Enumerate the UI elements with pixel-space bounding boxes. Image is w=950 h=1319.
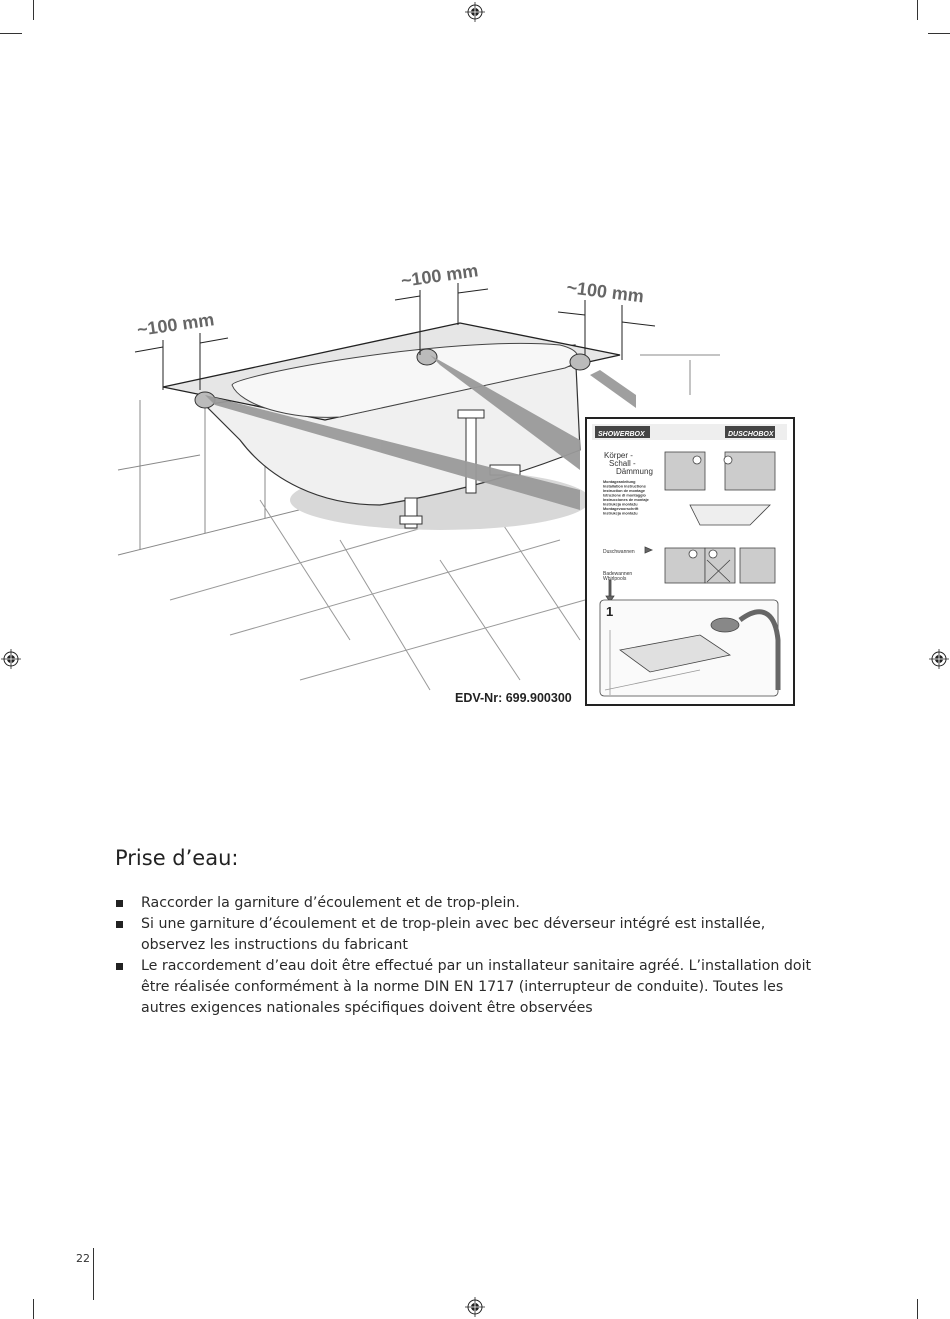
crop-mark-bottom-right-v	[917, 1299, 918, 1319]
edv-number: EDV-Nr: 699.900300	[455, 691, 572, 705]
registration-mark-right-icon	[929, 649, 949, 669]
manual-language-2: Instruction de montage	[603, 489, 645, 493]
instruction-manual-cover	[586, 418, 794, 705]
manual-title-line1: Körper -	[604, 451, 633, 460]
manual-brand-left: SHOWERBOX	[598, 431, 645, 438]
crop-mark-top-left-v	[33, 0, 34, 20]
manual-language-3: Istruzione di montaggio	[603, 493, 646, 498]
manual-language-6: Montagevoorschrift	[603, 507, 639, 511]
crop-mark-top-right-v	[917, 0, 918, 20]
list-item-text: Raccorder la garniture d’écoulement et de trop-plein.	[141, 895, 520, 911]
manual-language-5: Instrukcja montażu	[603, 502, 638, 507]
bullet-square-icon	[116, 921, 123, 928]
crop-mark-top-left-h	[0, 33, 22, 34]
crop-mark-bottom-left-v	[33, 1299, 34, 1319]
manual-title-line3: Dämmung	[616, 467, 653, 476]
list-item	[115, 893, 815, 914]
crop-mark-top-right-h	[928, 33, 950, 34]
bullet-square-icon	[116, 900, 123, 907]
manual-brand-right: DUSCHOBOX	[728, 431, 774, 438]
registration-mark-left-icon	[1, 649, 21, 669]
registration-mark-bottom-icon	[465, 1297, 485, 1317]
bullet-list	[115, 893, 815, 1019]
section-heading: Prise d’eau:	[115, 846, 239, 870]
floor-tiles	[170, 500, 585, 690]
manual-title-line2: Schall -	[609, 459, 636, 468]
list-item-text: Si une garniture d’écoulement et de trop-plein avec bec déverseur intégré est installée, observez les instructions du fabricant	[141, 916, 766, 953]
page-number-rule	[93, 1248, 94, 1300]
registration-mark-top-icon	[465, 2, 485, 22]
manual-language-4: Instrucciones de montaje	[603, 498, 649, 502]
manual-section-shower: Duschwannen	[603, 549, 635, 555]
dimension-label-middle: ~100 mm	[399, 260, 480, 291]
page-number: 22	[76, 1252, 90, 1265]
bullet-square-icon	[116, 963, 123, 970]
manual-language-1: Installation instructions	[603, 484, 646, 489]
dimension-label-right: ~100 mm	[565, 277, 645, 307]
list-item	[115, 914, 815, 956]
manual-language-7: Instrukcja montażu	[603, 511, 638, 516]
manual-language-0: Montageanleitung	[603, 480, 636, 484]
manual-section-bath-1: Badewannen	[603, 571, 633, 577]
manual-step-number: 1	[606, 604, 614, 619]
list-item-text: Le raccordement d’eau doit être effectué par un installateur sanitaire agréé. L’installation doit être réalisée conformément à la norme DIN EN 1717 (interrupteur de conduite). Toutes les autres exigences nationales spécifiques doivent être observées	[141, 958, 812, 1016]
list-item	[115, 956, 815, 1019]
dimension-label-left: ~100 mm	[135, 309, 216, 340]
manual-section-bath-2: Whirlpools	[603, 576, 627, 582]
bathtub-installation-illustration	[110, 255, 800, 715]
